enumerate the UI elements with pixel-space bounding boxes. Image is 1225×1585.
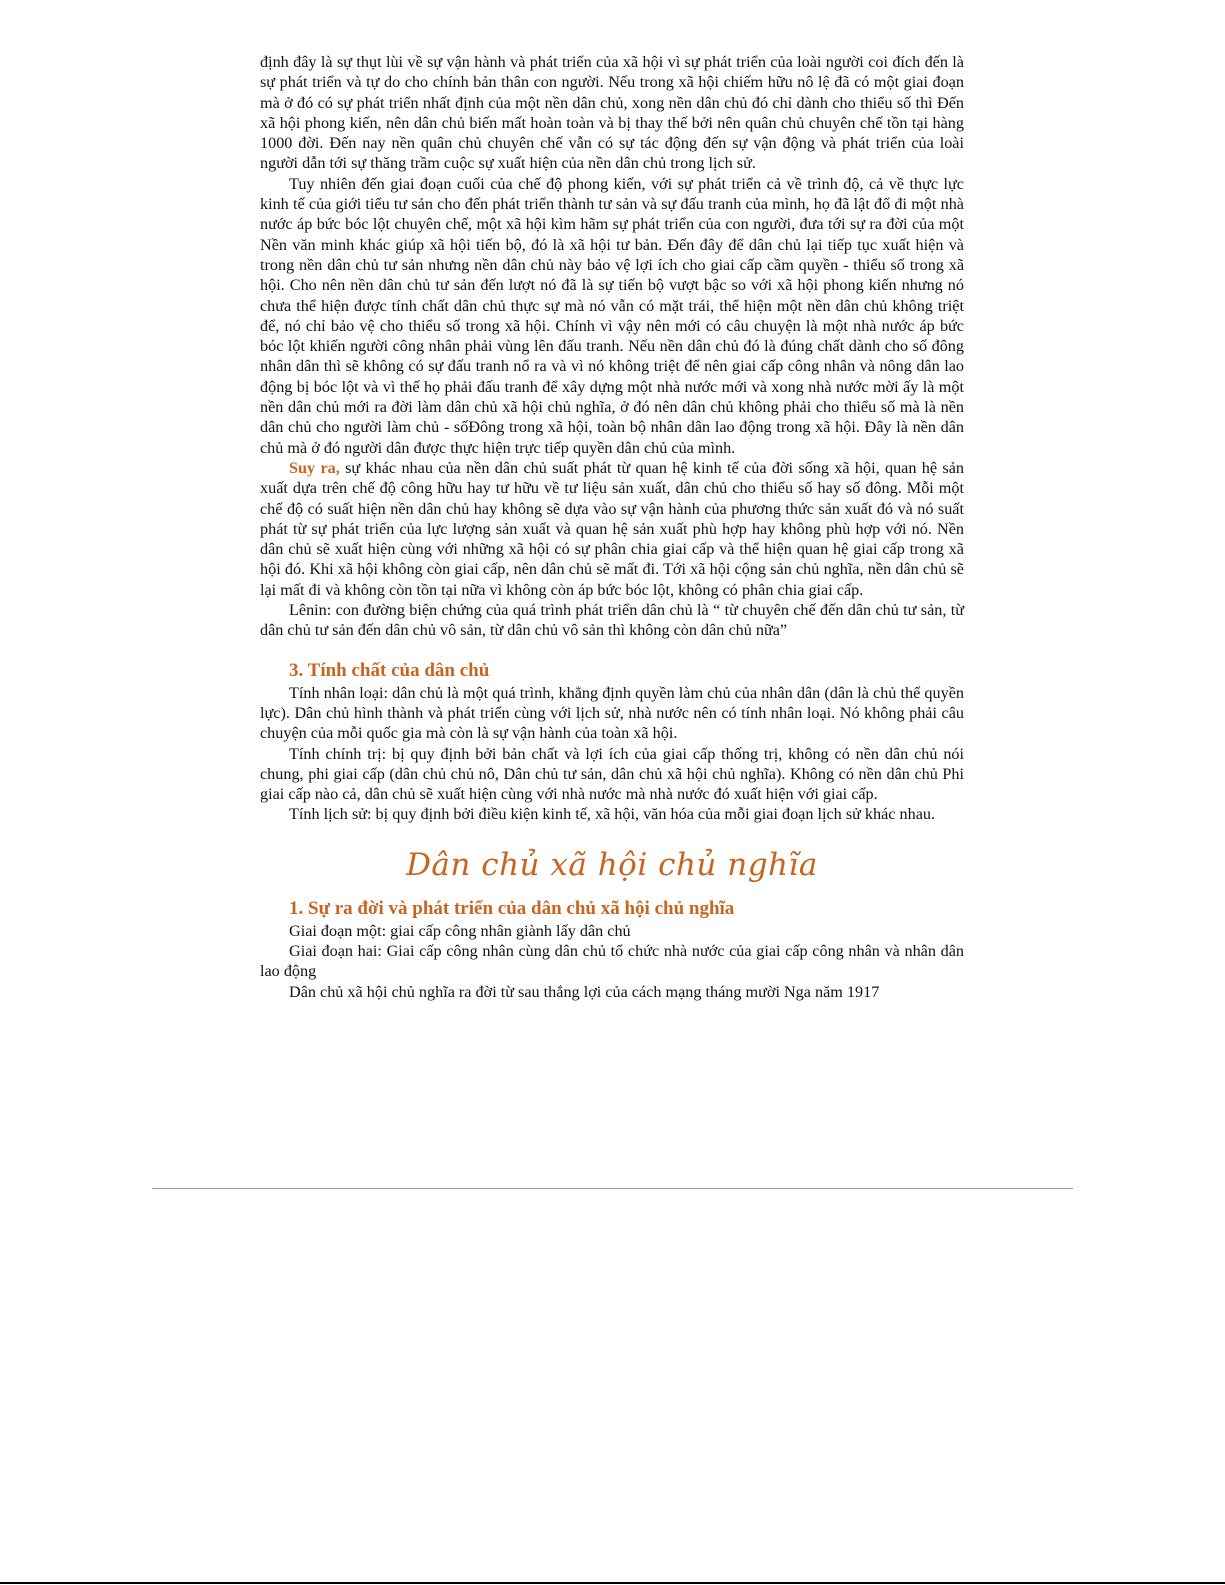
paragraph-tinh-chinh-tri: Tính chính trị: bị quy định bởi bản chất và lợi ích của giai cấp thống trị, không có nền dân chủ nói chung, phi giai cấp (dân chủ chủ nô, Dân chủ tư sản, dân chủ xã hội chủ nghĩa). Không có nền dân chủ Phi giai cấp nào cả, dân chủ sẽ xuất hiện cùng với nhà nước mà nhà nước đó xuất hiện với giai cấp.	[260, 744, 964, 804]
paragraph-suy-ra	[260, 458, 964, 600]
document-page	[260, 52, 964, 1002]
paragraph-lenin-quote: Lênin: con đường biện chứng của quá trình phát triển dân chủ là “ từ chuyên chế đến dân chủ tư sản, từ dân chủ tư sản đến dân chủ vô sản, từ dân chủ vô sản thì không còn dân chủ nữa”	[260, 601, 964, 640]
paragraph-stage-one: Giai đoạn một: giai cấp công nhân giành lấy dân chủ	[289, 921, 631, 940]
paragraph-feudal-end: Tuy nhiên đến giai đoạn cuối của chế độ phong kiến, với sự phát triển cả về trình độ, cả về thực lực kinh tế của giới tiểu tư sản cho đến phát triển thành tư sản và sự đấu tranh của mình, họ đã lật đổ đi một nhà nước áp bức bóc lột chuyên chế, một xã hội kìm hãm sự phát triển của con người, đưa tới sự ra đời của một Nền văn minh khác giúp xã hội tiến bộ, đó là xã hội tư bản. Đến đây để dân chủ lại tiếp tục xuất hiện và trong nền dân chủ tư sản nhưng nền dân chủ này bảo vệ lợi ích cho giai cấp cầm quyền - thiểu số trong xã hội. Cho nên nền dân chủ tư sản đến lượt nó đã là sự tiến bộ vượt bậc so với xã hội phong kiến nhưng nó chưa thể hiện được tính chất dân chủ thực sự mà nó vẫn có mặt trái, thể hiện một nền dân chủ không triệt để, nó chỉ bảo vệ cho thiểu số trong xã hội. Chính vì vậy nên mới có câu chuyện là một nhà nước áp bức bóc lột khiến người công nhân phải vùng lên đấu tranh. Nếu nền dân chủ đó là đúng chất dành cho số đông nhân dân thì sẽ không có sự đấu tranh nổ ra và vì nó không triệt để nên giai cấp công nhân và nông dân lao động bị bóc lột và vì thế họ phải đấu tranh để xây dựng một nhà nước mới và xong nhà nước mời ấy là một nền dân chủ mới ra đời làm dân chủ xã hội chủ nghĩa, ở đó nên dân chủ không phải cho thiểu số mà là nền dân chủ cho người làm chủ - sốĐông trong xã hội, toàn bộ nhân dân lao động trong xã hội. Đây là nền dân chủ mà ở đó người dân được thực hiện trực tiếp quyền dân chủ của mình.	[260, 174, 964, 457]
page-divider	[152, 1188, 1073, 1189]
chapter-title: Dân chủ xã hội chủ nghĩa	[406, 846, 818, 883]
paragraph-birth-1917: Dân chủ xã hội chủ nghĩa ra đời từ sau thắng lợi của cách mạng tháng mười Nga năm 1917	[289, 982, 880, 1001]
suy-ra-text: sự khác nhau của nền dân chủ suất phát từ quan hệ kinh tế của đời sống xã hội, quan hệ sản xuất dựa trên chế độ công hữu hay tư hữu về tư liệu sản xuất, dân chủ cho thiểu số hay số đông. Mỗi một chế độ có suất hiện nền dân chủ hay không sẽ dựa vào sự vận hành của phương thức sản xuất đó và nó suất phát từ sự phát triển của lực lượng sản xuất và quan hệ sản xuất phù hợp hay không phù hợp với nó. Nền dân chủ sẽ xuất hiện cùng với những xã hội có sự phân chia giai cấp và thể hiện quan hệ giai cấp trong xã hội đó. Khi xã hội không còn giai cấp, nên dân chủ sẽ mất đi. Tới xã hội cộng sản chủ nghĩa, nền dân chủ sẽ lại mất đi và không còn tồn tại nữa vì không còn áp bức bóc lột, không có phân chia giai cấp.	[260, 458, 964, 599]
bottom-edge-line	[0, 1582, 1225, 1584]
section-3-heading: 3. Tính chất của dân chủ	[289, 659, 490, 681]
section-1-heading: 1. Sự ra đời và phát triển của dân chủ xã hội chủ nghĩa	[289, 897, 735, 919]
paragraph-tinh-nhan-loai: Tính nhân loại: dân chủ là một quá trình, khẳng định quyền làm chủ của nhân dân (dân là chủ thể quyền lực). Dân chủ hình thành và phát triển cùng với lịch sử, nhà nước nên có tính nhân loại. Nó không phải câu chuyện của mỗi quốc gia mà còn là sự vận hành của toàn xã hội.	[260, 683, 964, 743]
paragraph-intro: định đây là sự thụt lùi về sự vận hành và phát triển của xã hội vì sự phát triển của loài người coi đích đến là sự phát triển và tự do cho chính bản thân con người. Nếu trong xã hội chiếm hữu nô lệ đã có một giai đoạn mà ở đó có sự phát triển nhất định của một nền dân chủ, xong nền dân chủ đó chỉ dành cho thiểu số thì Đến xã hội phong kiến, nên dân chủ biến mất hoàn toàn và bị thay thế bởi nên quân chủ chuyên chế tồn tại hàng 1000 đời. Đến nay nền quân chủ chuyên chế vẫn có sự tác động đến sự vận động và phát triển của loài người dẫn tới sự thăng trầm cuộc sự xuất hiện của nền dân chủ trong lịch sử.	[260, 53, 964, 173]
paragraph-tinh-lich-su: Tính lịch sử: bị quy định bởi điều kiện kinh tế, xã hội, văn hóa của mỗi giai đoạn lịch sử khác nhau.	[289, 805, 936, 824]
suy-ra-lead: Suy ra,	[289, 458, 340, 477]
paragraph-stage-two: Giai đoạn hai: Giai cấp công nhân cùng dân chủ tổ chức nhà nước của giai cấp công nhân và nhân dân lao động	[260, 941, 964, 981]
